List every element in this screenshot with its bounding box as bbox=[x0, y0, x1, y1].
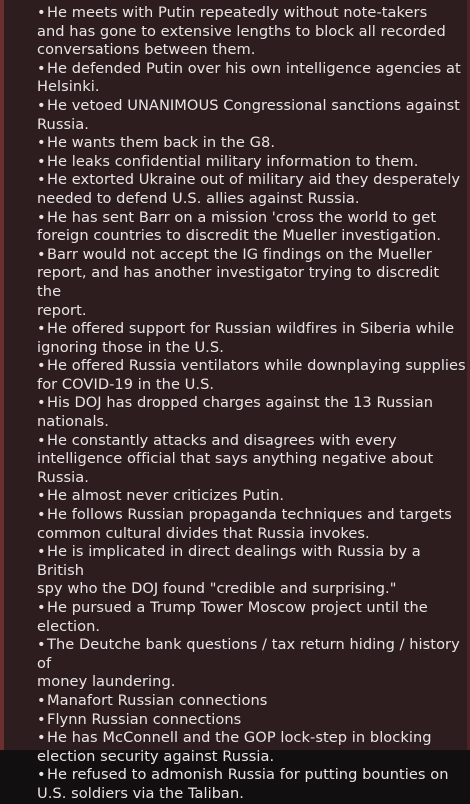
list-item bbox=[37, 246, 467, 320]
list-item-text: The Deutche bank questions / tax return hiding / history of money laundering. bbox=[37, 636, 460, 691]
bullet-list bbox=[37, 4, 467, 804]
list-item-text: He offered Russia ventilators while downplaying supplies for COVID-19 in the U.S. bbox=[37, 357, 466, 393]
bullet-icon: • bbox=[37, 245, 46, 263]
list-item bbox=[37, 134, 467, 153]
list-item-text: Manafort Russian connections bbox=[47, 691, 268, 709]
list-item-text: His DOJ has dropped charges against the 13 Russian nationals. bbox=[37, 394, 433, 431]
list-item bbox=[37, 692, 467, 711]
list-item bbox=[37, 543, 467, 599]
bullet-icon: • bbox=[37, 710, 46, 728]
list-item bbox=[37, 766, 467, 803]
list-item bbox=[37, 209, 467, 246]
bullet-icon: • bbox=[37, 431, 46, 449]
list-item-text: He constantly attacks and disagrees with every intelligence official that says anything negative about Russia. bbox=[37, 431, 434, 486]
list-item bbox=[37, 394, 467, 431]
list-item-text: He leaks confidential military information to them. bbox=[47, 152, 419, 170]
bullet-icon: • bbox=[37, 96, 46, 114]
list-item bbox=[37, 487, 467, 506]
list-item-text: He pursued a Trump Tower Moscow project until the election. bbox=[37, 599, 428, 635]
bullet-icon: • bbox=[37, 134, 46, 152]
bullet-icon: • bbox=[37, 729, 46, 747]
bullet-icon: • bbox=[37, 171, 46, 189]
list-item bbox=[37, 711, 467, 730]
list-item-text: He extorted Ukraine out of military aid they desperately needed to defend U.S. allies against Russia. bbox=[37, 171, 461, 207]
bullet-icon: • bbox=[37, 543, 46, 561]
bullet-icon: • bbox=[37, 59, 46, 77]
bullet-icon: • bbox=[37, 4, 46, 21]
list-item-text: He almost never criticizes Putin. bbox=[47, 487, 285, 505]
bullet-icon: • bbox=[37, 691, 46, 709]
list-item bbox=[37, 153, 467, 172]
bullet-icon: • bbox=[37, 320, 46, 338]
bullet-icon: • bbox=[37, 152, 46, 170]
list-item bbox=[37, 636, 467, 692]
list-item bbox=[37, 599, 467, 636]
list-item bbox=[37, 60, 467, 97]
list-item-text: He defended Putin over his own intelligence agencies at Helsinki. bbox=[37, 59, 461, 96]
bullet-icon: • bbox=[37, 636, 46, 654]
list-item bbox=[37, 729, 467, 766]
list-item-text: He meets with Putin repeatedly without note-takers and has gone to extensive lengths to block all recorded conversations between them. bbox=[37, 4, 446, 59]
list-item-text: He refused to admonish Russia for putting bounties on U.S. soldiers via the Taliban. bbox=[37, 766, 449, 802]
list-item-text: He is implicated in direct dealings with Russia by a British spy who the DOJ found "credible and surprising." bbox=[37, 543, 421, 598]
list-item-text: Barr would not accept the IG findings on the Mueller report, and has another investigator trying to discredit the report. bbox=[37, 245, 440, 319]
list-item bbox=[37, 320, 467, 357]
list-item bbox=[37, 97, 467, 134]
list-item-text: He offered support for Russian wildfires in Siberia while ignoring those in the U.S. bbox=[37, 320, 455, 356]
bullet-icon: • bbox=[37, 506, 46, 524]
list-item-text: He has sent Barr on a mission 'cross the world to get foreign countries to discredit the Mueller investigation. bbox=[37, 208, 442, 245]
list-item bbox=[37, 506, 467, 543]
list-item bbox=[37, 171, 467, 208]
list-item-text: He vetoed UNANIMOUS Congressional sanctions against Russia. bbox=[37, 96, 460, 133]
bullet-icon: • bbox=[37, 357, 46, 375]
list-item bbox=[37, 357, 467, 394]
bullet-icon: • bbox=[37, 766, 46, 784]
list-item-text: Flynn Russian connections bbox=[47, 710, 242, 728]
bullet-icon: • bbox=[37, 208, 46, 226]
list-item bbox=[37, 432, 467, 488]
bullet-icon: • bbox=[37, 394, 46, 412]
bullet-icon: • bbox=[37, 487, 46, 505]
bullet-icon: • bbox=[37, 599, 46, 616]
list-item-text: He has McConnell and the GOP lock-step in blocking election security against Russia. bbox=[37, 729, 432, 765]
list-item bbox=[37, 4, 467, 60]
list-item-text: He wants them back in the G8. bbox=[47, 134, 276, 152]
list-item-text: He follows Russian propaganda techniques and targets common cultural divides that Russia invokes. bbox=[37, 506, 452, 542]
